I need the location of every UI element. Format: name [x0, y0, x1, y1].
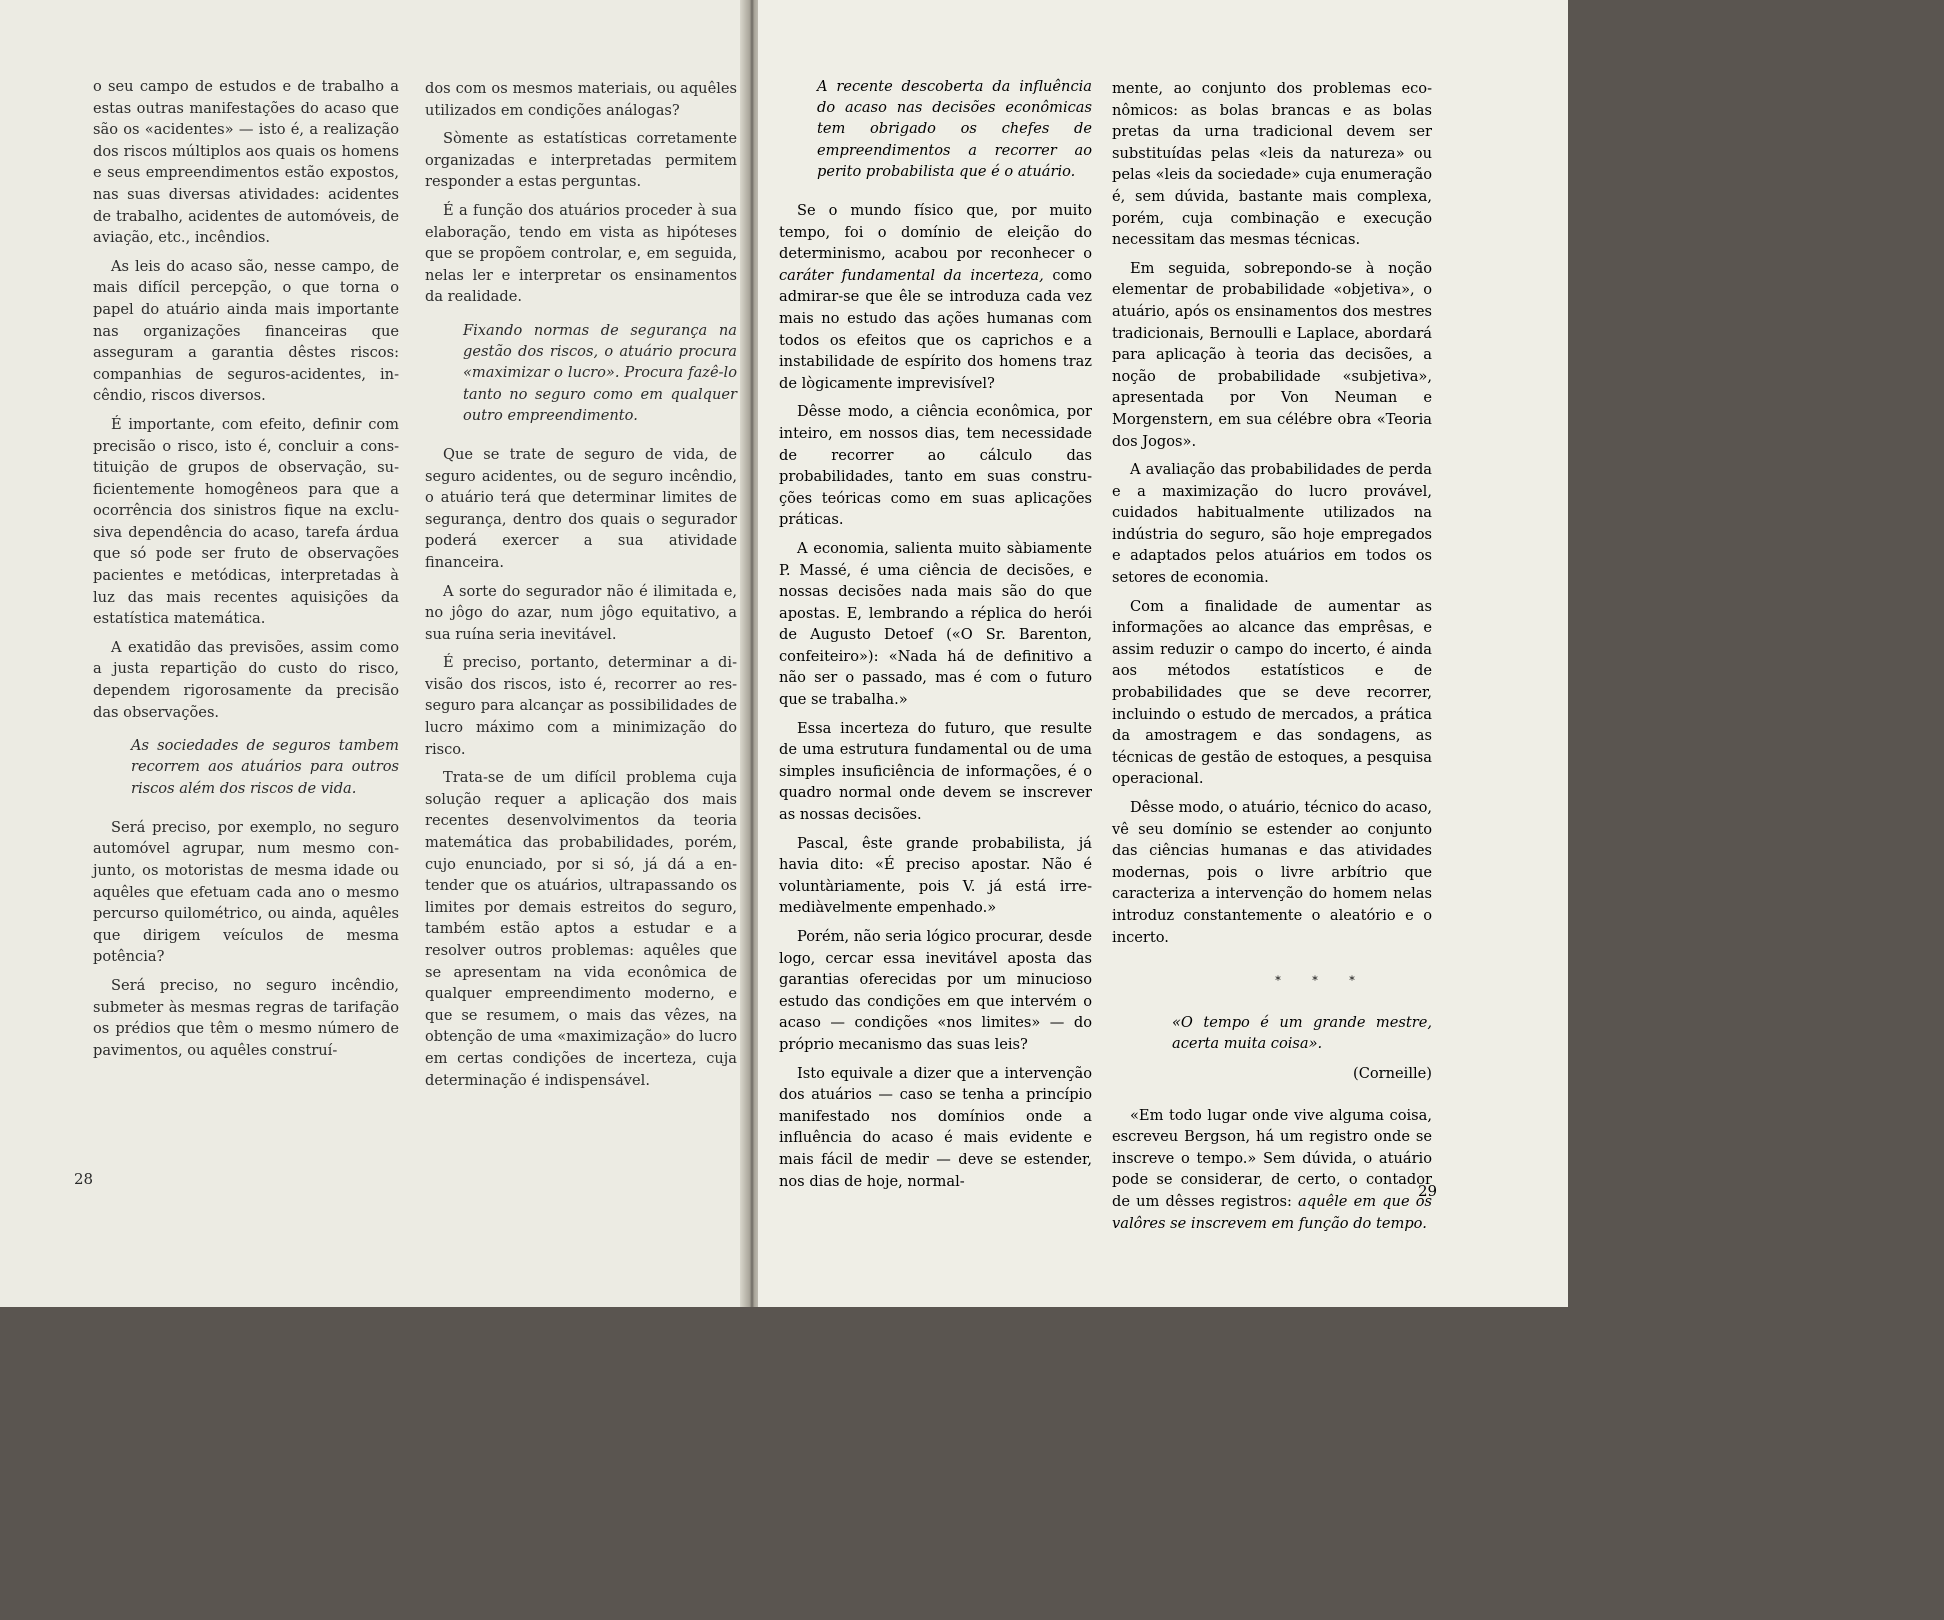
paragraph: Será preciso, por exemplo, no seguro automóvel agrupar, num mesmo conjunto, os motoristas de mesma idade ou aquêles que efetuam cada ano o mesmo percurso quilométrico, ou ainda, aquêles que dirigem veículos de mesma potência?: [93, 818, 399, 966]
paragraph: Em seguida, sobrepondo-se à noção elementar de probabilidade «objetiva», o atuário, após os ensinamentos dos mestres tradicionais, Bernoulli e Laplace, abordará para aplicação à teoria das decisões, a noção de probabilidade «subjetiva», apresentada por Von Neuman e Morgenstern, em sua célébre obra «Teoria dos Jogos».: [1112, 259, 1432, 450]
paragraph: dos com os mesmos materiais, ou aquêles utilizados em condições análogas?: [425, 80, 737, 119]
paragraph: Essa incerteza do futuro, que resulte de uma estrutura fundamental ou de uma simples insuficiência de informações, é o quadro normal onde devem se inscrever as nossas decisões.: [779, 719, 1092, 824]
pull-quote: As sociedades de seguros tambem recorrem aos atuários para outros riscos além dos riscos de vida.: [131, 737, 399, 797]
paragraph: A exatidão das previsões, assim como a justa repartição do custo do risco, dependem rigorosamente da precisão das observações.: [93, 638, 399, 721]
left-page: [0, 0, 752, 1307]
paragraph: Pascal, êste grande probabilista, já havia dito: «É preciso apostar. Não é voluntàriamente, pois V. já está irremediàvelmente empenhado.»: [779, 834, 1092, 917]
paragraph: A economia, salienta muito sàbiamente P. Massé, é uma ciência de decisões, e nossas decisões nada mais são do que apostas. E, lembrando a réplica do herói de Augusto Detoef («O Sr. Barenton, confeiteiro»): «Nada há de definitivo a não ser o passado, mas é com o futuro que se trabalha.»: [779, 539, 1092, 709]
pull-quote: A recente descoberta da influência do acaso nas decisões econômicas tem obrigado os chefes de empreendimentos a recorrer ao perito probabilista que é o atuário.: [817, 78, 1092, 180]
left-page-column-2: [425, 78, 737, 1098]
paragraph: Com a finalidade de aumentar as informações ao alcance das emprêsas, e assim reduzir o campo do incerto, é ainda aos métodos estatísticos e de probabilidades que se deve recorrer, incluindo o estudo de mercados, a prática da amostragem e das sondagens, as técnicas de gestão de estoques, a pesquisa operacional.: [1112, 597, 1432, 788]
paragraph: É a função dos atuários proceder à sua elaboração, tendo em vista as hipóteses que se propõem controlar, e, em seguida, nelas ler e interpretar os ensinamentos da realidade.: [425, 201, 737, 306]
paragraph: As leis do acaso são, nesse campo, de mais difícil percepção, o que torna o papel do atuário ainda mais importante nas organizações financeiras que asseguram a garantia dêstes riscos: companhias de seguros-acidentes, incêndio, riscos diversos.: [93, 257, 399, 405]
paragraph: A sorte do segurador não é ilimitada e, no jôgo do azar, num jôgo equitativo, a sua ruína seria inevitável.: [425, 582, 737, 643]
paragraph: Que se trate de seguro de vida, de seguro acidentes, ou de seguro incêndio, o atuário terá que determinar limites de segurança, dentro dos quais o segurador poderá exercer a sua atividade financeira.: [425, 445, 737, 571]
left-page-column-1: [93, 76, 399, 1068]
paragraph: Dêsse modo, a ciência econômica, por inteiro, em nossos dias, tem necessidade de recorrer ao cálculo das probabilidades, tanto em suas construções teóricas como em suas aplicações práticas.: [779, 403, 1092, 529]
pull-quote: Fixando normas de segurança na gestão dos riscos, o atuário procura «maximizar o lucro». Procura fazê-lo tanto no seguro como em qualquer outro empreendimento.: [463, 321, 737, 424]
paragraph: Trata-se de um difícil problema cuja solução requer a aplicação dos mais recentes desenvolvimentos da teoria matemática das probabilidades, porém, cujo enunciado, por si só, já dá a entender que os atuários, ultrapassando os limites por demais estreitos do seguro, também estão aptos a estudar e a resolver outros problemas: aquêles que se apresentam na vida econômica de qualquer empreendimento moderno, e que se resumem, o mais das vêzes, na obtenção de uma «maximização» do lucro em certas condições de incerteza, cuja determinação é indispensável.: [425, 769, 737, 1089]
page-number-left: 28: [74, 1170, 94, 1188]
text-run: «Em todo lugar onde vive alguma coisa, escreveu Bergson, há um registro onde se inscreve o tempo.» Sem dúvida, o atuário pode se considerar, de certo, o contador de um dêsses registros:: [1112, 1106, 1432, 1210]
right-page-column-2: [1112, 78, 1432, 1241]
paragraph: [779, 200, 1092, 394]
paragraph: Será preciso, no seguro incêndio, submeter às mesmas regras de tarifação os prédios que têm o mesmo número de pavimentos, ou aquêles construí-: [93, 976, 399, 1059]
paragraph: A avaliação das probabilidades de perda e a maximização do lucro provável, cuidados habitualmente utilizados na indústria do seguro, são hoje empregados e adaptados pelos atuários em todos os setores de economia.: [1112, 461, 1432, 587]
emphasis: caráter fundamental da incerteza,: [779, 266, 1044, 284]
paragraph: Isto equivale a dizer que a intervenção dos atuários — caso se tenha a princípio manifestado nos domínios onde a influência do acaso é mais evidente e mais fácil de medir — deve se estender, nos dias de hoje, normal-: [779, 1064, 1092, 1190]
epigraph-author: (Corneille): [1353, 1064, 1432, 1082]
paragraph: [1112, 1105, 1432, 1235]
section-separator: * * *: [1275, 974, 1369, 988]
paragraph: Porém, não seria lógico procurar, desde logo, cercar essa inevitável aposta das garantias oferecidas por um minucioso estudo das condições em que intervém o acaso — condições «nos limites» — do próprio mecanismo das suas leis?: [779, 928, 1092, 1053]
paragraph: o seu campo de estudos e de trabalho a estas outras manifestações do acaso que são os «acidentes» — isto é, a realização dos riscos múltiplos aos quais os homens e seus empreendimentos estão expostos, nas suas diversas atividades: acidentes de trabalho, acidentes de automóveis, de aviação, etc., incêndios.: [93, 78, 399, 247]
paragraph: Dêsse modo, o atuário, técnico do acaso, vê seu domínio se estender ao conjunto das ciências humanas e das atividades modernas, pois o livre arbítrio que caracteriza a intervenção do homem nelas introduz constantemente o aleatório e o incerto.: [1112, 799, 1433, 946]
right-page-column-1: [779, 76, 1092, 1199]
text-run: Se o mundo físico que, por muito tempo, foi o domínio de eleição do determinismo, acabou por reconhecer o: [779, 202, 1092, 263]
emphasis: aquêle em que os valôres se inscrevem em função do tempo.: [1112, 1192, 1433, 1232]
epigraph: «O tempo é um grande mestre, acerta muita coisa».: [1172, 1013, 1432, 1053]
paragraph: Sòmente as estatísticas corretamente organizadas e interpretadas permitem responder a estas perguntas.: [425, 130, 737, 191]
paragraph: mente, ao conjunto dos problemas econômicos: as bolas brancas e as bolas pretas da urna tradicional devem ser substituídas pelas «leis da natureza» ou pelas «leis da sociedade» cuja enumeração é, sem dúvida, bastante mais complexa, porém, cuja combinação e execução necessitam das mesmas técnicas.: [1112, 80, 1432, 249]
paragraph: É preciso, portanto, determinar a divisão dos riscos, isto é, recorrer ao resseguro para alcançar as possibilidades de lucro máximo com a minimização do risco.: [425, 654, 737, 758]
paragraph: É importante, com efeito, definir com precisão o risco, isto é, concluir a constituição de grupos de observação, suficientemente homogêneos para que a ocorrência dos sinistros fique na exclusiva dependência do acaso, tarefa árdua que só pode ser fruto de observações pacientes e metódicas, interpretadas à luz das mais recentes aquisições da estatística matemática.: [93, 415, 399, 628]
text-run: como admirar-se que êle se introduza cada vez mais no estudo das ações humanas com todos os efeitos que os caprichos e a instabilidade de espírito dos homens traz de lògicamente imprevisível?: [779, 266, 1093, 392]
page-number-right: 29: [1418, 1182, 1438, 1200]
